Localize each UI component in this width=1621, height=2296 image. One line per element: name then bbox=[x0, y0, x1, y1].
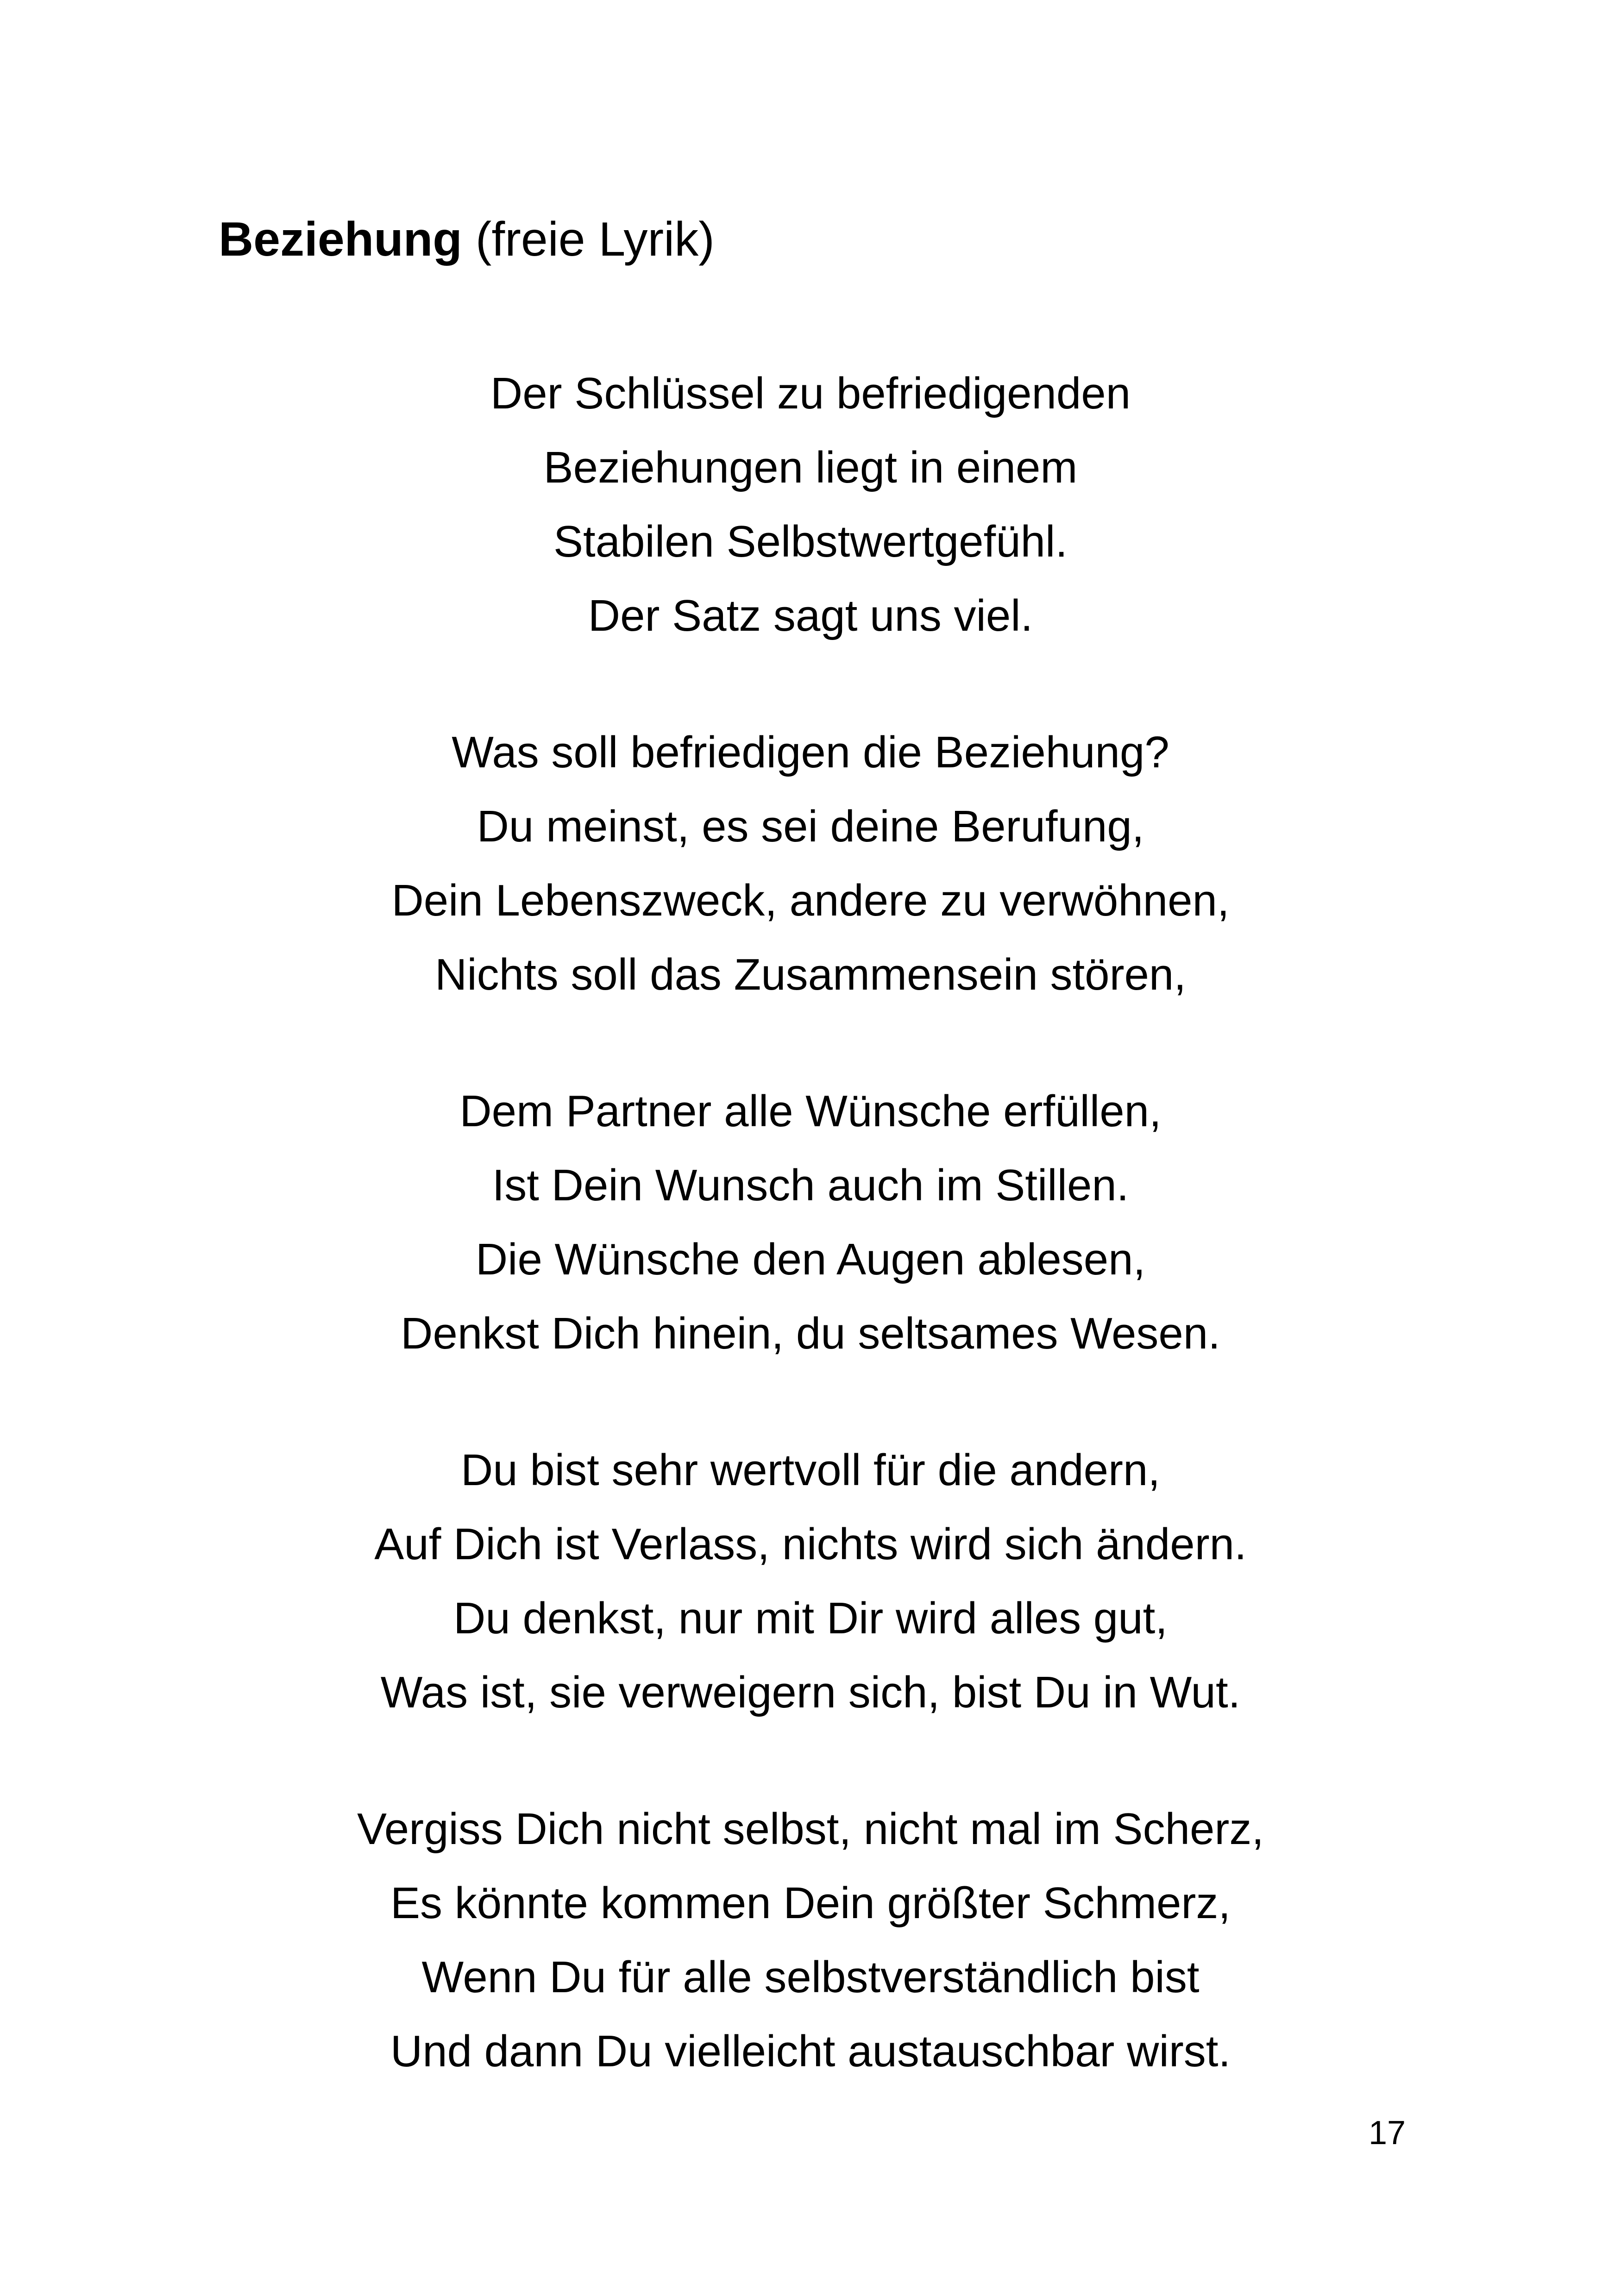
poem-line: Die Wünsche den Augen ablesen, bbox=[475, 1235, 1146, 1284]
poem-line: Was soll befriedigen die Beziehung? bbox=[452, 728, 1169, 777]
stanza-1 bbox=[0, 357, 1621, 653]
poem-line: Du bist sehr wertvoll für die andern, bbox=[460, 1445, 1161, 1495]
poem-line: Dein Lebenszweck, andere zu verwöhnen, bbox=[391, 876, 1230, 925]
page-number: 17 bbox=[1369, 2114, 1406, 2152]
poem-line: Du denkst, nur mit Dir wird alles gut, bbox=[453, 1593, 1168, 1643]
poem-line: Was ist, sie verweigern sich, bist Du in Wut. bbox=[380, 1668, 1241, 1717]
poem-line: Denkst Dich hinein, du seltsames Wesen. bbox=[401, 1309, 1220, 1358]
poem-line: Vergiss Dich nicht selbst, nicht mal im Scherz, bbox=[357, 1804, 1264, 1854]
poem-line: Wenn Du für alle selbstverständlich bist bbox=[421, 1952, 1200, 2002]
poem-title-bold: Beziehung bbox=[219, 213, 462, 266]
poem-line: Beziehungen liegt in einem bbox=[543, 443, 1078, 492]
poem-line: Auf Dich ist Verlass, nichts wird sich ändern. bbox=[374, 1519, 1247, 1569]
poem-line: Dem Partner alle Wünsche erfüllen, bbox=[459, 1086, 1162, 1136]
poem-line: Ist Dein Wunsch auch im Stillen. bbox=[492, 1161, 1129, 1210]
poem-title-suffix: (freie Lyrik) bbox=[475, 213, 715, 266]
poem-line: Du meinst, es sei deine Berufung, bbox=[477, 802, 1144, 851]
poem-line: Stabilen Selbstwertgefühl. bbox=[553, 517, 1068, 566]
poem-line: Der Satz sagt uns viel. bbox=[588, 591, 1033, 640]
poem-line: Und dann Du vielleicht austauschbar wirst. bbox=[390, 2026, 1231, 2076]
poem-line: Der Schlüssel zu befriedigenden bbox=[490, 369, 1131, 418]
stanza-3 bbox=[0, 1074, 1621, 1371]
stanza-2 bbox=[0, 715, 1621, 1012]
stanza-5 bbox=[0, 1792, 1621, 2089]
poem-line: Nichts soll das Zusammensein stören, bbox=[435, 950, 1186, 999]
poem-line: Es könnte kommen Dein größter Schmerz, bbox=[390, 1878, 1231, 1928]
poem-title bbox=[219, 211, 715, 269]
poem-body bbox=[0, 357, 1621, 2151]
stanza-4 bbox=[0, 1433, 1621, 1730]
